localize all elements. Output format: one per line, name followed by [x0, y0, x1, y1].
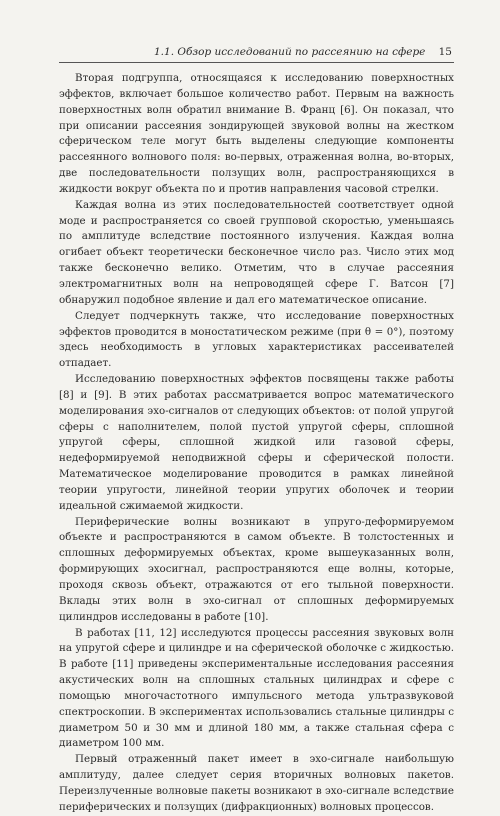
book-page	[59, 44, 454, 816]
paragraph-3: Следует подчеркнуть также, что исследование поверхностных эффектов проводится в моностатическом режиме (при θ = 0°), поэтому здесь необходимость в угловых характеристиках рассеивателей отпадает.	[59, 309, 454, 370]
paragraph-6: В работах [11, 12] исследуются процессы рассеяния звуковых волн на упругой сфере и цилиндре и на сферической оболочке с жидкостью. В работе [11] приведены экспериментальные исследования рассеяния акустических волн на сплошных стальных цилиндрах и сфере с помощью многочастотного импульсного метода ультразвуковой спектроскопии. В экспериментах использовались стальные цилиндры с диаметром 50 и 30 мм и длиной 180 мм, а также стальная сфера с диаметром 100 мм.	[59, 626, 454, 750]
paragraph-4: Исследованию поверхностных эффектов посвящены также работы [8] и [9]. В этих работах рассматривается вопрос математического моделирования эхо-сигналов от следующих объектов: от полой упругой сферы с наполнителем, полой пустой упругой сферы, сплошной упругой сферы, сплошной жидкой или газовой сферы, недеформируемой неподвижной сферы и сферической полости. Математическое моделирование проводится в рамках линейной теории упругости, линейной теории упругих оболочек и теории идеальной сжимаемой жидкости.	[59, 373, 454, 512]
paragraph-2: Каждая волна из этих последовательностей соответствует одной моде и распространяется со своей групповой скоростью, уменьшаясь по амплитуде вследствие постоянного излучения. Каждая волна огибает объект теоретически бесконечное число раз. Число этих мод также бесконечно велико. Отметим, что в случае рассеяния электромагнитных волн на непроводящей сфере Г. Ватсон [7] обнаружил подобное явление и дал его математическое описание.	[59, 198, 454, 306]
page-body	[59, 71, 454, 816]
section-title: 1.1. Обзор исследований по рассеянию на сфере	[154, 46, 426, 58]
paragraph-1: Вторая подгруппа, относящаяся к исследованию поверхностных эффектов, включает большое количество работ. Первым на важность поверхностных волн обратил внимание В. Франц [6]. Он показал, что при описании рассеяния зондирующей звуковой волны на жестком сферическом теле могут быть выделены следующие компоненты рассеянного волнового поля: во-первых, отраженная волна, во-вторых, две последовательности ползущих волн, распространяющихся в жидкости вокруг объекта по и против направления часовой стрелки.	[59, 72, 454, 195]
paragraph-7: Первый отраженный пакет имеет в эхо-сигнале наибольшую амплитуду, далее следует серия вторичных волновых пакетов. Переизлученные волновые пакеты возникают в эхо-сигнале вследствие периферических и ползущих (дифракционных) волновых процессов.	[59, 753, 454, 813]
paragraph-5: Периферические волны возникают в упруго-деформируемом объекте и распространяются в самом объекте. В толстостенных и сплошных деформируемых объектах, кроме вышеуказанных волн, формирующих эхосигнал, распространяются еще волны, которые, проходя сквозь объект, отражаются от его тыльной поверхности. Вклады этих волн в эхо-сигнал от сплошных деформируемых цилиндров исследованы в работе [10].	[59, 515, 454, 623]
running-header	[59, 44, 454, 63]
page-number: 15	[438, 46, 452, 58]
